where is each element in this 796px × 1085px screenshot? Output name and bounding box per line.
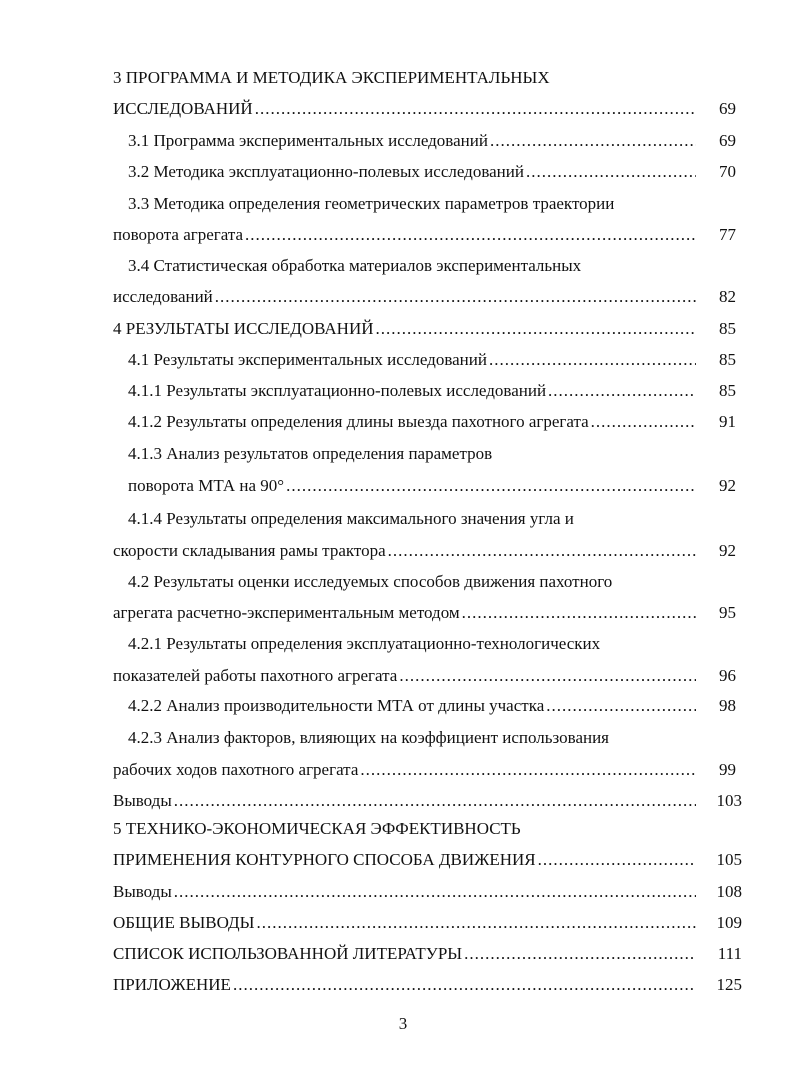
leader-dots <box>548 379 696 403</box>
toc-entry <box>128 694 698 718</box>
toc-entry-heading <box>128 507 574 531</box>
toc-entry-title-cont: поворота МТА на 90° <box>128 476 285 495</box>
toc-entry <box>113 317 698 341</box>
toc-entry-title-cont: ПРИМЕНЕНИЯ КОНТУРНОГО СПОСОБА ДВИЖЕНИЯ <box>113 850 536 869</box>
leader-dots <box>546 694 696 718</box>
toc-entry-title: 3.4 Статистическая обработка материалов экспериментальных <box>128 256 582 275</box>
leader-dots <box>490 129 696 153</box>
leader-dots <box>255 97 696 121</box>
toc-entry-title-cont: показателей работы пахотного агрегата <box>113 666 398 685</box>
leader-dots <box>233 973 696 997</box>
toc-entry <box>113 789 698 813</box>
toc-entry-title: 4.1.1 Результаты эксплуатационно-полевых исследований <box>128 381 547 400</box>
toc-entry <box>128 410 698 434</box>
leader-dots <box>388 539 696 563</box>
toc-entry-title: 5 ТЕХНИКО-ЭКОНОМИЧЕСКАЯ ЭФФЕКТИВНОСТЬ <box>113 819 521 838</box>
toc-entry-page: 99 <box>719 760 736 779</box>
leader-dots <box>399 664 696 688</box>
leader-dots <box>245 223 696 247</box>
toc-entry-title: 4 РЕЗУЛЬТАТЫ ИССЛЕДОВАНИЙ <box>113 319 374 338</box>
toc-entry <box>128 348 698 372</box>
toc-entry-title: Выводы <box>113 882 172 901</box>
toc-entry <box>128 379 698 403</box>
leader-dots <box>538 848 696 872</box>
toc-entry-title: 4.2 Результаты оценки исследуемых способов движения пахотного <box>128 572 613 591</box>
leader-dots <box>360 758 696 782</box>
toc-entry-heading <box>128 442 492 466</box>
toc-entry-page: 92 <box>719 541 736 560</box>
leader-dots <box>489 348 696 372</box>
toc-entry-title: 3.1 Программа экспериментальных исследований <box>128 131 488 150</box>
toc-entry-title: 4.1 Результаты экспериментальных исследований <box>128 350 487 369</box>
toc-entry-heading <box>113 66 550 90</box>
toc-entry-page: 105 <box>716 850 742 869</box>
toc-entry-title: ОБЩИЕ ВЫВОДЫ <box>113 913 255 932</box>
toc-entry-title: Выводы <box>113 791 172 810</box>
toc-entry-heading <box>113 817 521 841</box>
toc-entry-page: 96 <box>719 666 736 685</box>
page-number: 3 <box>398 1014 408 1033</box>
toc-entry-title-cont: поворота агрегата <box>113 225 244 244</box>
toc-entry-title-cont: агрегата расчетно-экспериментальным методом <box>113 603 460 622</box>
toc-entry-page: 91 <box>719 412 736 431</box>
toc-entry-title: 4.1.2 Результаты определения длины выезда пахотного агрегата <box>128 412 589 431</box>
toc-entry-page: 125 <box>716 975 742 994</box>
toc-entry <box>113 97 698 121</box>
toc-entry-title: 3.2 Методика эксплуатационно-полевых исследований <box>128 162 524 181</box>
toc-entry-page: 85 <box>719 381 736 400</box>
toc-entry <box>113 285 698 309</box>
toc-entry-heading <box>128 254 581 278</box>
toc-entry <box>128 160 698 184</box>
toc-entry-page: 85 <box>719 350 736 369</box>
toc-entry-title: ПРИЛОЖЕНИЕ <box>113 975 231 994</box>
toc-entry <box>113 911 698 935</box>
toc-entry-title-cont: ИССЛЕДОВАНИЙ <box>113 99 253 118</box>
toc-entry-page: 95 <box>719 603 736 622</box>
toc-entry-title-cont: скорости складывания рамы трактора <box>113 541 386 560</box>
toc-entry-page: 77 <box>719 225 736 244</box>
toc-entry-title: 4.2.1 Результаты определения эксплуатационно-технологических <box>128 634 601 653</box>
toc-entry <box>113 973 698 997</box>
leader-dots <box>174 880 696 904</box>
toc-entry <box>113 664 698 688</box>
toc-entry-page: 108 <box>716 882 742 901</box>
toc-entry <box>113 758 698 782</box>
toc-entry <box>113 848 698 872</box>
toc-entry-title: 3 ПРОГРАММА И МЕТОДИКА ЭКСПЕРИМЕНТАЛЬНЫХ <box>113 68 550 87</box>
toc-entry-page: 92 <box>719 476 736 495</box>
leader-dots <box>591 410 696 434</box>
toc-entry-title: 4.1.3 Анализ результатов определения параметров <box>128 444 493 463</box>
toc-entry <box>113 223 698 247</box>
leader-dots <box>286 474 696 498</box>
toc-entry-heading <box>128 632 600 656</box>
toc-entry-title-cont: исследований <box>113 287 213 306</box>
toc-entry-page: 98 <box>719 696 736 715</box>
leader-dots <box>462 601 696 625</box>
toc-entry <box>113 601 698 625</box>
leader-dots <box>526 160 696 184</box>
toc-entry <box>128 474 698 498</box>
toc-entry-title: 4.1.4 Результаты определения максимального значения угла и <box>128 509 574 528</box>
leader-dots <box>376 317 697 341</box>
toc-entry-title: СПИСОК ИСПОЛЬЗОВАННОЙ ЛИТЕРАТУРЫ <box>113 944 463 963</box>
leader-dots <box>464 942 696 966</box>
toc-entry-page: 85 <box>719 319 736 338</box>
toc-entry-title: 3.3 Методика определения геометрических параметров траектории <box>128 194 615 213</box>
toc-entry-page: 109 <box>716 913 742 932</box>
toc-entry-title-cont: рабочих ходов пахотного агрегата <box>113 760 359 779</box>
leader-dots <box>215 285 696 309</box>
toc-entry-heading <box>128 570 612 594</box>
toc-entry-page: 103 <box>716 791 742 810</box>
toc-entry <box>113 539 698 563</box>
toc-entry-title: 4.2.2 Анализ производительности МТА от длины участка <box>128 696 545 715</box>
leader-dots <box>256 911 696 935</box>
toc-entry-page: 69 <box>719 99 736 118</box>
toc-entry-heading <box>128 726 609 750</box>
toc-entry-title: 4.2.3 Анализ факторов, влияющих на коэффициент использования <box>128 728 610 747</box>
toc-entry-page: 82 <box>719 287 736 306</box>
toc-entry-page: 111 <box>717 944 742 963</box>
toc-entry <box>128 129 698 153</box>
leader-dots <box>174 789 696 813</box>
toc-entry-heading <box>128 192 614 216</box>
toc-entry-page: 70 <box>719 162 736 181</box>
toc-entry <box>113 942 698 966</box>
toc-entry-page: 69 <box>719 131 736 150</box>
toc-entry <box>113 880 698 904</box>
